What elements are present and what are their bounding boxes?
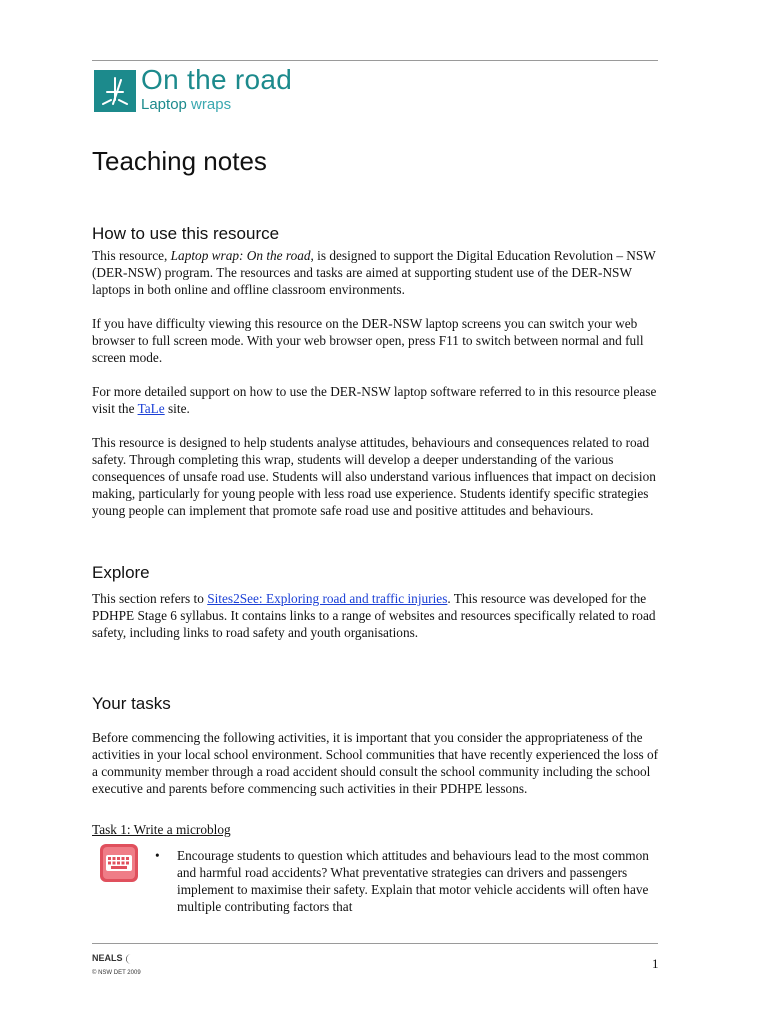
- how-to-use-paragraph-1: [92, 247, 662, 298]
- paragraph-text: . This resource was developed for the PDHPE Stage 6 syllabus. It contains links to a range of websites and resources specifically related to road safety, including links to road safety and youth organisations.: [92, 591, 656, 640]
- tale-link[interactable]: TaLe: [137, 401, 165, 416]
- tasks-intro-paragraph: Before commencing the following activities, it is important that you consider the appropriateness of the activities in your local school environment. School communities that have recently experienced the loss of a community member through a road accident should consult the school community including the school executive and parents before commencing such activities in their PDHPE lessons.: [92, 730, 659, 796]
- page-title: Teaching notes: [92, 146, 267, 176]
- paragraph-text: site.: [164, 401, 190, 416]
- how-to-use-paragraph-3: [92, 383, 662, 417]
- section-heading-explore: Explore: [92, 563, 150, 582]
- paragraph-text: For more detailed support on how to use the DER-NSW laptop software referred to in this resource please visit the: [92, 384, 657, 416]
- logo-subtitle-wraps: wraps: [186, 96, 232, 113]
- sites2see-link[interactable]: Sites2See: Exploring road and traffic injuries: [207, 591, 448, 606]
- neals-logo: [92, 951, 134, 965]
- bullet-dot-icon: •: [155, 848, 160, 863]
- footer-rule: [92, 943, 658, 944]
- task-1-bullet: Encourage students to question which attitudes and behaviours lead to the most common and harmful road accidents? What preventative strategies can drivers and passengers implement to maximise their safety. Explain that motor vehicle accidents will often have multiple contributing factors that: [177, 848, 649, 914]
- page-number: 1: [652, 956, 659, 971]
- logo-subtitle-laptop: Laptop: [141, 96, 187, 113]
- how-to-use-paragraph-2: If you have difficulty viewing this resource on the DER-NSW laptop screens you can switch your web browser to full screen mode. With your web browser open, press F11 to switch between normal and full screen mode.: [92, 316, 644, 365]
- how-to-use-paragraph-4: This resource is designed to help students analyse attitudes, behaviours and consequences related to road safety. Through completing this wrap, students will develop a deeper understanding of the various consequences of unsafe road use. Students will also understand various influences that impact on decision making, particularly for young people with less road use experience. Students identify specific strategies young people can implement that promote safe road use and positive attitudes and behaviours.: [92, 435, 656, 518]
- on-the-road-logo-icon: [94, 70, 136, 112]
- keyboard-icon: [99, 843, 139, 883]
- neals-moon-icon: [124, 953, 134, 965]
- resource-title-italic: Laptop wrap: On the road: [170, 248, 311, 263]
- paragraph-text: This section refers to: [92, 591, 208, 606]
- task-1-title: Task 1: Write a microblog: [92, 822, 231, 837]
- section-heading-how-to-use: How to use this resource: [92, 224, 280, 243]
- logo-subtitle: [141, 96, 231, 113]
- copyright-text: © NSW DET 2009: [92, 970, 141, 976]
- header-rule: [92, 60, 658, 61]
- logo-title: On the road: [141, 64, 293, 95]
- paragraph-text: This resource,: [92, 248, 171, 263]
- paragraph-text: , is designed to support the Digital Education Revolution – NSW (DER-NSW) program. The resources and tasks are aimed at supporting student use of the DER-NSW laptops in both online and offline classroom environments.: [92, 248, 656, 297]
- explore-paragraph: [92, 590, 662, 641]
- neals-logo-text: NEALS: [92, 953, 123, 963]
- section-heading-your-tasks: Your tasks: [92, 694, 171, 713]
